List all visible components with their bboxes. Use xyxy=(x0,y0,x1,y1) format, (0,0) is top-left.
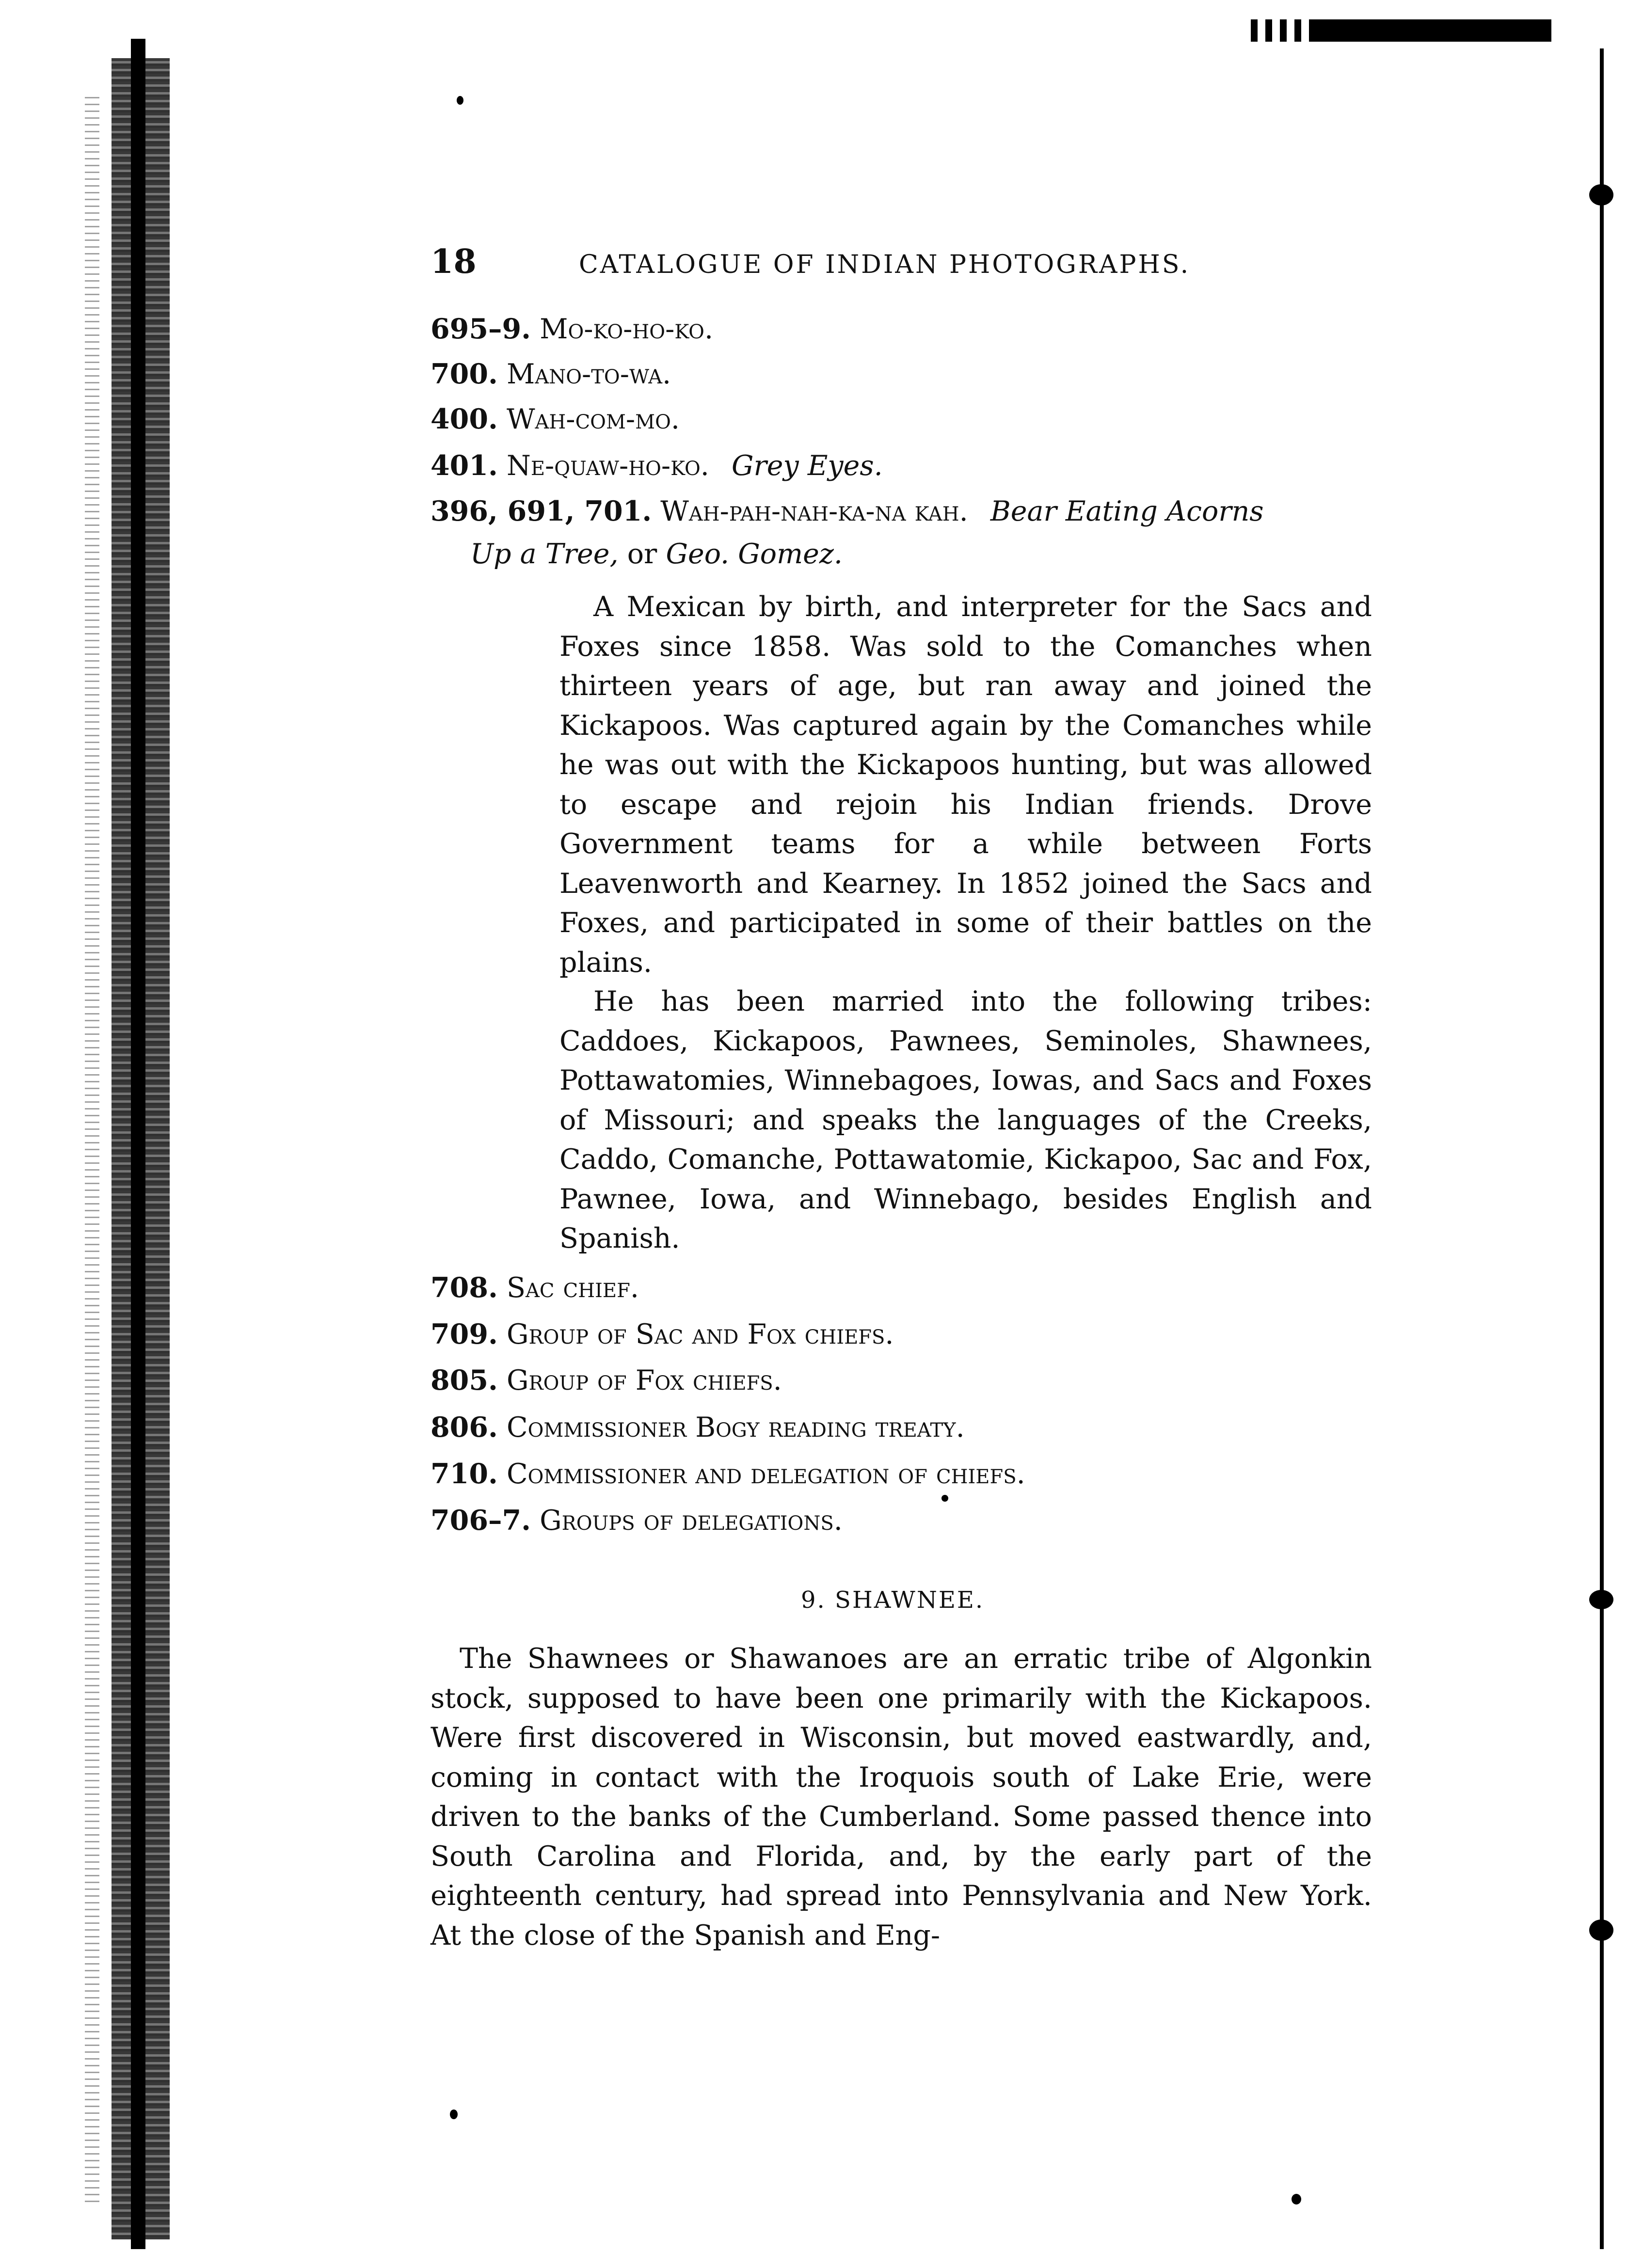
entry-name: Group of Sac and Fox chiefs. xyxy=(506,1318,894,1350)
entry-translation-cont: Up a Tree, xyxy=(470,538,619,570)
section-paragraph: The Shawnees or Shawanoes are an erratic tribe of Algonkin stock, supposed to have been one primarily with the Kickapoos. Were first discovered in Wisconsin, but moved eastwardly, and, coming in contact with the Iroquois south of Lake Erie, were driven to the banks of the Cumberland. Some passed thence into South Carolina and Florida, and, by the early part of the eighteenth century, had spread into Pennsylvania and New York. At the close of the Spanish and Eng- xyxy=(431,1643,1372,1951)
entry-number: 709. xyxy=(431,1318,498,1350)
entry-name: Commissioner Bogy reading treaty. xyxy=(506,1412,965,1443)
entry-name: Mano-to-wa. xyxy=(506,358,671,390)
entry-name: Sac chief. xyxy=(506,1272,639,1304)
binding-mark xyxy=(1589,1590,1613,1609)
catalogue-entry xyxy=(431,357,671,391)
entry-name: Group of Fox chiefs. xyxy=(506,1364,782,1396)
catalogue-entry xyxy=(431,449,883,483)
entry-number: 695–9. xyxy=(431,313,531,345)
binding-mark xyxy=(1589,184,1613,206)
entry-name: Mo-ko-ho-ko. xyxy=(540,313,714,345)
page-number: 18 xyxy=(431,242,477,281)
binding-speckle xyxy=(85,97,99,2205)
catalogue-entry-continuation xyxy=(470,537,843,571)
ink-speck xyxy=(450,2109,458,2119)
ink-speck xyxy=(941,1495,948,1502)
running-header xyxy=(431,242,1381,281)
entry-number: 708. xyxy=(431,1271,498,1304)
ink-speck xyxy=(1292,2194,1301,2205)
entry-number: 806. xyxy=(431,1411,498,1443)
page-edge-right xyxy=(1600,48,1604,2249)
binding-mark xyxy=(1589,1919,1613,1941)
or-word: or xyxy=(627,538,657,570)
running-title: CATALOGUE OF INDIAN PHOTOGRAPHS. xyxy=(579,250,1191,279)
entry-name: Groups of delegations. xyxy=(540,1505,843,1537)
catalogue-entry-main xyxy=(431,494,1264,528)
entry-translation: Grey Eyes. xyxy=(731,450,883,482)
section-heading: 9. SHAWNEE. xyxy=(801,1586,985,1614)
catalogue-entry xyxy=(431,1504,843,1538)
entry-number: 710. xyxy=(431,1458,498,1490)
catalogue-entry xyxy=(431,312,713,346)
scan-barcode xyxy=(1251,19,1551,42)
entry-number: 401. xyxy=(431,449,498,482)
entry-name: Wah-com-mo. xyxy=(506,403,680,435)
entry-number: 706–7. xyxy=(431,1504,531,1537)
entry-description: A Mexican by birth, and interpreter for the Sacs and Foxes since 1858. Was sold to the Comanches when thirteen years of age, but ran away and joined the Kickapoos. Was captured again by the Comanches while he was out with the Kickapoos hunting, but was allowed to escape and rejoin his Indian friends. Drove Government teams for a while between Forts Leavenworth and Kearney. In 1852 joined the Sacs and Foxes, and participated in some of their battles on the plains. xyxy=(559,591,1372,979)
spine-edge xyxy=(131,39,145,2249)
catalogue-entry xyxy=(431,402,680,436)
entry-number: 400. xyxy=(431,403,498,435)
entry-translation: Bear Eating Acorns xyxy=(990,495,1264,527)
catalogue-entry xyxy=(431,1457,1025,1491)
catalogue-entry xyxy=(431,1271,639,1305)
entry-name: Commissioner and delegation of chiefs. xyxy=(506,1458,1025,1490)
catalogue-entry xyxy=(431,1317,894,1351)
entry-alias: Geo. Gomez. xyxy=(666,538,843,570)
entry-description: He has been married into the following tribes: Caddoes, Kickapoos, Pawnees, Seminoles, Shawnees, Pottawatomies, Winnebagoes, Iowas, and Sacs and Foxes of Missouri; and speaks the languages of the Creeks, Caddo, Comanche, Pottawatomie, Kickapoo, Sac and Fox, Pawnee, Iowa, and Winnebago, besides English and Spanish. xyxy=(559,985,1372,1254)
entry-number: 396, 691, 701. xyxy=(431,495,652,527)
entry-name: Wah-pah-nah-ka-na kah. xyxy=(660,495,968,527)
entry-number: 700. xyxy=(431,358,498,390)
catalogue-entry xyxy=(431,1411,965,1444)
entry-name: Ne-quaw-ho-ko. xyxy=(506,450,709,482)
ink-speck xyxy=(457,96,463,105)
entry-number: 805. xyxy=(431,1364,498,1396)
catalogue-entry xyxy=(431,1364,782,1397)
